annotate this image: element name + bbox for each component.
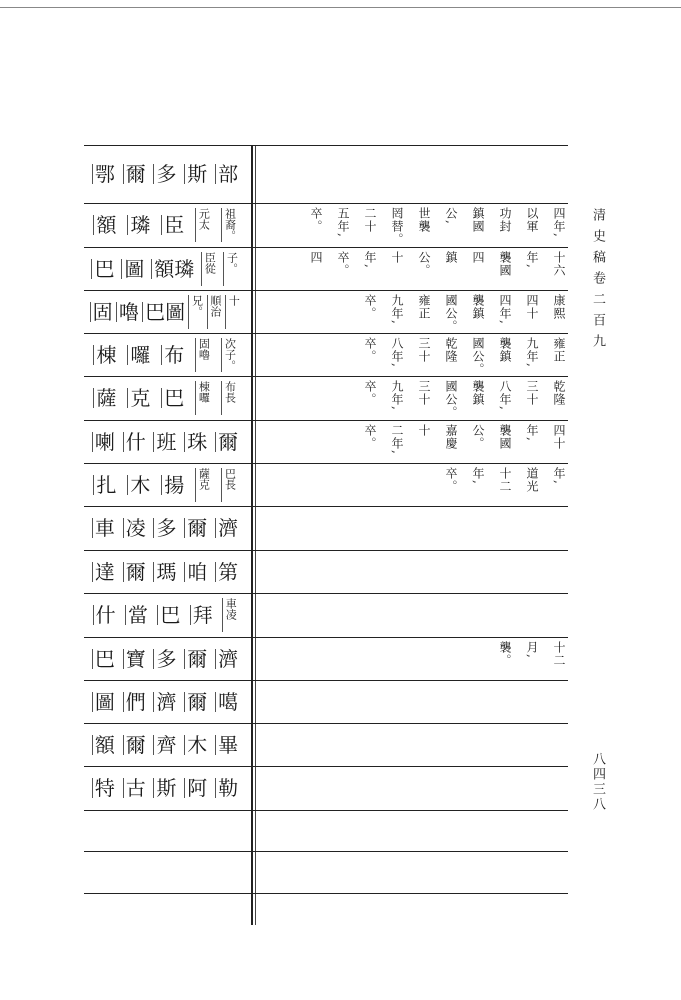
bio-column-text: 卒。	[309, 207, 323, 233]
bio-column-text: 世襲	[417, 207, 431, 233]
bio-column-text: 年,	[525, 424, 539, 442]
bio-column-text: 乾隆	[552, 380, 566, 406]
top-rule	[0, 7, 681, 8]
lineage-note: 順治	[207, 295, 222, 329]
name-char: 圖	[92, 692, 115, 712]
name-char: 巴	[91, 259, 114, 279]
bio-column-text: 公。	[417, 251, 431, 277]
name-char: 爾	[184, 649, 207, 669]
name-char: 班	[153, 432, 176, 452]
person-name	[84, 376, 246, 420]
name-char: 第	[215, 562, 238, 582]
name-char: 臣	[161, 215, 184, 235]
person-name	[84, 290, 246, 333]
biography-cell	[260, 203, 568, 247]
bio-column-text: 公。	[471, 424, 485, 450]
bio-column-text: 四年,	[552, 207, 566, 238]
biography-cell	[260, 637, 568, 680]
margin-title: 清史稿卷二百九	[590, 208, 605, 355]
bio-column-text: 卒。	[363, 424, 377, 450]
name-char: 們	[123, 692, 146, 712]
bio-column-text: 卒。	[363, 337, 377, 363]
bio-column-text: 年,	[525, 251, 539, 269]
bio-column-text: 四	[471, 251, 485, 264]
name-char: 瑪	[153, 562, 176, 582]
name-char: 濟	[153, 692, 176, 712]
name-char: 爾	[123, 562, 146, 582]
biography-cell	[260, 247, 568, 290]
name-char: 薩	[93, 388, 116, 408]
name-char: 額璘	[151, 259, 194, 279]
row-rule	[84, 420, 568, 421]
bio-column-text: 四十	[552, 424, 566, 450]
name-char: 什	[93, 605, 116, 625]
bio-column-text: 雍正	[417, 294, 431, 320]
row-rule	[84, 593, 568, 594]
table-row	[84, 333, 568, 376]
name-char: 多	[153, 518, 176, 538]
row-rule	[84, 333, 568, 334]
bio-column-text: 雍正	[552, 337, 566, 363]
bio-column-text: 十	[417, 424, 431, 437]
bio-column-text: 功封	[498, 207, 512, 233]
bio-column-text: 卒。	[336, 251, 350, 277]
person-name	[84, 810, 246, 851]
name-char: 克	[127, 388, 150, 408]
name-char: 部	[215, 164, 238, 184]
table-row	[84, 723, 568, 766]
bio-column-text: 八年,	[498, 380, 512, 411]
name-char: 噶	[215, 692, 238, 712]
lineage-note: 元太	[195, 208, 210, 242]
person-name	[84, 593, 246, 637]
row-rule	[84, 550, 568, 551]
name-char: 古	[123, 778, 146, 798]
lineage-note: 薩克	[195, 468, 210, 502]
name-char: 勒	[215, 778, 238, 798]
bio-column-text: 道光	[525, 467, 539, 493]
bio-column-text: 卒。	[363, 294, 377, 320]
bio-column-text: 九年,	[390, 294, 404, 325]
bio-column-text: 襲國	[498, 251, 512, 277]
name-char: 額	[92, 735, 115, 755]
table-row	[84, 680, 568, 723]
bio-column-text: 十二	[552, 641, 566, 667]
bio-column-text: 鎮	[444, 251, 458, 264]
row-rule	[84, 145, 568, 146]
name-char: 多	[153, 649, 176, 669]
bio-column-text: 五年,	[336, 207, 350, 238]
table-row	[84, 893, 568, 925]
name-char: 多	[153, 164, 176, 184]
lineage-note: 子。	[223, 252, 238, 286]
row-rule	[84, 851, 568, 852]
table-row	[84, 550, 568, 593]
bio-column-text: 四	[309, 251, 323, 264]
name-char: 凌	[123, 518, 146, 538]
name-char: 珠	[184, 432, 207, 452]
lineage-note: 次子。	[221, 338, 236, 372]
bio-column-text: 以軍	[525, 207, 539, 233]
bio-column-text: 三十	[417, 337, 431, 363]
lineage-note: 車凌	[222, 598, 237, 632]
person-name	[84, 766, 246, 810]
table-row	[84, 376, 568, 420]
name-char: 什	[123, 432, 146, 452]
biography-cell	[260, 290, 568, 333]
biography-cell	[260, 145, 568, 203]
bio-column-text: 襲鎮	[471, 294, 485, 320]
bio-column-text: 公,	[444, 207, 458, 225]
table-row	[84, 851, 568, 893]
bio-column-text: 十	[390, 251, 404, 264]
name-char: 斯	[153, 778, 176, 798]
name-char: 爾	[184, 692, 207, 712]
name-char: 寶	[123, 649, 146, 669]
bio-column-text: 嘉慶	[444, 424, 458, 450]
person-name	[84, 723, 246, 766]
biography-cell	[260, 723, 568, 766]
bio-column-text: 國公。	[444, 294, 458, 333]
name-char: 齊	[153, 735, 176, 755]
row-rule	[84, 723, 568, 724]
name-char: 阿	[184, 778, 207, 798]
lineage-note: 固嚕	[195, 338, 210, 372]
biography-cell	[260, 680, 568, 723]
row-rule	[84, 203, 568, 204]
row-rule	[84, 680, 568, 681]
table-row	[84, 420, 568, 463]
bio-column-text: 襲鎮	[471, 380, 485, 406]
biography-cell	[260, 550, 568, 593]
bio-column-text: 襲國	[498, 424, 512, 450]
lineage-note: 祖裔。	[221, 208, 236, 242]
bio-column-text: 年,	[363, 251, 377, 269]
name-char: 特	[92, 778, 115, 798]
name-char: 爾	[123, 735, 146, 755]
person-name	[84, 893, 246, 925]
biography-cell	[260, 851, 568, 893]
bio-column-text: 九年,	[390, 380, 404, 411]
table-row	[84, 247, 568, 290]
bio-column-text: 襲鎮	[498, 337, 512, 363]
person-name	[84, 463, 246, 506]
bio-column-text: 八年,	[390, 337, 404, 368]
bio-column-text: 月,	[525, 641, 539, 659]
person-name	[84, 506, 246, 550]
table-row	[84, 506, 568, 550]
row-rule	[84, 247, 568, 248]
name-char: 嚕	[116, 302, 139, 322]
lineage-note: 臣從	[201, 252, 216, 286]
name-char: 咱	[184, 562, 207, 582]
bio-column-text: 三十	[525, 380, 539, 406]
bio-column-text: 二十	[363, 207, 377, 233]
bio-column-text: 四年,	[498, 294, 512, 325]
name-char: 璘	[127, 215, 150, 235]
name-char: 巴	[157, 605, 180, 625]
margin-page-number: 八四三八	[590, 752, 605, 812]
biography-cell	[260, 463, 568, 506]
bio-column-text: 卒。	[444, 467, 458, 493]
row-rule	[84, 893, 568, 894]
name-char: 巴圖	[142, 302, 185, 322]
biography-cell	[260, 333, 568, 376]
genealogy-table	[84, 145, 568, 925]
person-name	[84, 247, 246, 290]
biography-cell	[260, 766, 568, 810]
lineage-note: 棟囉	[195, 381, 210, 415]
lineage-note: 巴長	[221, 468, 236, 502]
name-char: 扎	[93, 475, 116, 495]
person-name	[84, 145, 246, 203]
row-rule	[84, 376, 568, 377]
bio-column-text: 康熙	[552, 294, 566, 320]
person-name	[84, 420, 246, 463]
table-row	[84, 637, 568, 680]
name-char: 爾	[215, 432, 238, 452]
lineage-note: 布長	[221, 381, 236, 415]
person-name	[84, 680, 246, 723]
biography-cell	[260, 893, 568, 925]
name-char: 木	[127, 475, 150, 495]
bio-column-text: 乾隆	[444, 337, 458, 363]
name-char: 爾	[123, 164, 146, 184]
person-name	[84, 851, 246, 893]
row-rule	[84, 506, 568, 507]
biography-cell	[260, 593, 568, 637]
bio-column-text: 四十	[525, 294, 539, 320]
name-char: 巴	[161, 388, 184, 408]
person-name	[84, 333, 246, 376]
bio-column-text: 罔替。	[390, 207, 404, 246]
name-char: 固	[90, 302, 113, 322]
name-char: 木	[184, 735, 207, 755]
bio-column-text: 二年,	[390, 424, 404, 455]
table-row	[84, 766, 568, 810]
bio-column-text: 鎮國	[471, 207, 485, 233]
table-row	[84, 463, 568, 506]
biography-cell	[260, 376, 568, 420]
name-char: 爾	[184, 518, 207, 538]
row-rule	[84, 766, 568, 767]
bio-column-text: 襲。	[498, 641, 512, 667]
bio-column-text: 年,	[471, 467, 485, 485]
table-row	[84, 290, 568, 333]
name-char: 當	[125, 605, 148, 625]
row-rule	[84, 637, 568, 638]
bio-column-text: 國公。	[444, 380, 458, 419]
name-char: 額	[93, 215, 116, 235]
name-char: 布	[161, 345, 184, 365]
name-char: 喇	[92, 432, 115, 452]
table-row	[84, 593, 568, 637]
bio-column-text: 九年,	[525, 337, 539, 368]
name-char: 車	[92, 518, 115, 538]
row-rule	[84, 290, 568, 291]
name-char: 巴	[92, 649, 115, 669]
name-char: 斯	[184, 164, 207, 184]
biography-cell	[260, 506, 568, 550]
lineage-note: 十	[225, 295, 240, 329]
lineage-note: 兄。	[188, 295, 203, 329]
table-row	[84, 145, 568, 203]
biography-cell	[260, 420, 568, 463]
name-char: 棟	[93, 345, 116, 365]
bio-column-text: 十二	[498, 467, 512, 493]
table-row	[84, 810, 568, 851]
name-char: 揚	[161, 475, 184, 495]
bio-column-text: 卒。	[363, 380, 377, 406]
bio-column-text: 國公。	[471, 337, 485, 376]
name-char: 達	[92, 562, 115, 582]
name-char: 濟	[215, 518, 238, 538]
person-name	[84, 550, 246, 593]
row-rule	[84, 810, 568, 811]
table-row	[84, 203, 568, 247]
name-char: 圖	[121, 259, 144, 279]
bio-column-text: 三十	[417, 380, 431, 406]
name-char: 畢	[215, 735, 238, 755]
name-char: 囉	[127, 345, 150, 365]
row-rule	[84, 463, 568, 464]
bio-column-text: 十六	[552, 251, 566, 277]
name-char: 濟	[215, 649, 238, 669]
name-char: 拜	[190, 605, 213, 625]
person-name	[84, 637, 246, 680]
biography-cell	[260, 810, 568, 851]
bio-column-text: 年,	[552, 467, 566, 485]
person-name	[84, 203, 246, 247]
name-char: 鄂	[92, 164, 115, 184]
